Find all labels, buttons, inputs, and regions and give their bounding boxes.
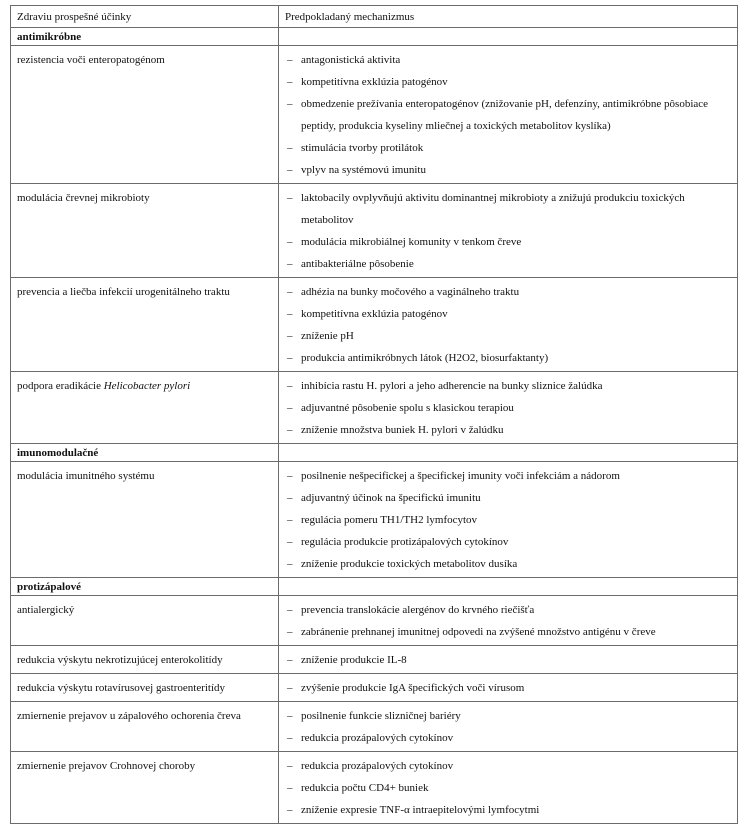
mechanism-item: – vplyv na systémovú imunitu: [285, 159, 731, 181]
mechanism-cell: [279, 596, 738, 646]
mechanism-item: – antibakteriálne pôsobenie: [285, 253, 731, 275]
mechanism-cell: [279, 184, 738, 278]
mechanism-cell: [279, 372, 738, 444]
mechanism-item: – stimulácia tvorby protilátok: [285, 137, 731, 159]
effect-cell: rezistencia voči enteropatogénom: [11, 46, 279, 184]
table-row: [11, 752, 738, 824]
table-row: [11, 184, 738, 278]
mechanism-item: – posilnenie funkcie slizničnej bariéry: [285, 705, 731, 727]
section-title: imunomodulačné: [11, 444, 279, 462]
mechanism-item: – obmedzenie prežívania enteropatogénov (znižovanie pH, defenzíny, antimikróbne pôsobiace peptidy, produkcia kyseliny mliečnej a toxických metabolitov kyslíka): [285, 93, 731, 137]
table-row: [11, 278, 738, 372]
mechanism-item: – posilnenie nešpecifickej a špecifickej imunity voči infekciám a nádorom: [285, 465, 731, 487]
mechanism-cell: [279, 46, 738, 184]
column-header-effects: Zdraviu prospešné účinky: [11, 6, 279, 28]
mechanism-item: – antagonistická aktivita: [285, 49, 731, 71]
effect-cell: antialergický: [11, 596, 279, 646]
table-row: [11, 596, 738, 646]
mechanism-cell: [279, 752, 738, 824]
mechanism-cell: [279, 278, 738, 372]
mechanism-item: – redukcia počtu CD4+ buniek: [285, 777, 731, 799]
mechanism-item: – kompetitívna exklúzia patogénov: [285, 71, 731, 93]
mechanism-item: – zníženie množstva buniek H. pylori v žalúdku: [285, 419, 731, 441]
table-row: [11, 372, 738, 444]
mechanism-item: – adjuvantné pôsobenie spolu s klasickou terapiou: [285, 397, 731, 419]
mechanism-item: – zabránenie prehnanej imunitnej odpovedi na zvýšené množstvo antigénu v čreve: [285, 621, 731, 643]
effect-text: podpora eradikácie: [17, 380, 104, 392]
mechanism-item: – produkcia antimikróbnych látok (H2O2, biosurfaktanty): [285, 347, 731, 369]
effect-cell: redukcia výskytu nekrotizujúcej enterokolitídy: [11, 646, 279, 674]
mechanism-item: – modulácia mikrobiálnej komunity v tenkom čreve: [285, 231, 731, 253]
table-row: [11, 674, 738, 702]
table-row: [11, 462, 738, 578]
mechanism-item: – adjuvantný účinok na špecifickú imunitu: [285, 487, 731, 509]
table-row: [11, 46, 738, 184]
mechanism-item: – kompetitívna exklúzia patogénov: [285, 303, 731, 325]
mechanism-item: – zvýšenie produkcie IgA špecifických voči vírusom: [285, 677, 731, 699]
mechanism-item: – zníženie pH: [285, 325, 731, 347]
effect-cell: zmiernenie prejavov u zápalového ochorenia čreva: [11, 702, 279, 752]
effect-cell: [11, 372, 279, 444]
mechanism-cell: [279, 702, 738, 752]
mechanism-item: – regulácia pomeru TH1/TH2 lymfocytov: [285, 509, 731, 531]
effect-cell: prevencia a liečba infekcií urogenitálneho traktu: [11, 278, 279, 372]
header-row: [11, 6, 738, 28]
effect-text-italic: Helicobacter pylori: [103, 380, 191, 392]
mechanism-cell: [279, 646, 738, 674]
effect-cell: modulácia imunitného systému: [11, 462, 279, 578]
effect-cell: redukcia výskytu rotavírusovej gastroenteritídy: [11, 674, 279, 702]
mechanism-item: – zníženie expresie TNF-α intraepitelovými lymfocytmi: [285, 799, 731, 821]
mechanism-cell: [279, 674, 738, 702]
mechanism-item: – laktobacily ovplyvňujú aktivitu dominantnej mikrobioty a znižujú produkciu toxických metabolitov: [285, 187, 731, 231]
mechanism-item: – adhézia na bunky močového a vaginálneho traktu: [285, 281, 731, 303]
section-title: protizápalové: [11, 578, 279, 596]
mechanism-item: – zníženie produkcie toxických metabolitov dusíka: [285, 553, 731, 575]
probiotic-effects-table: [10, 5, 738, 824]
mechanism-item: – zníženie produkcie IL-8: [285, 649, 731, 671]
mechanism-cell: [279, 462, 738, 578]
table-row: [11, 702, 738, 752]
mechanism-item: – prevencia translokácie alergénov do krvného riečišťa: [285, 599, 731, 621]
effect-cell: zmiernenie prejavov Crohnovej choroby: [11, 752, 279, 824]
column-header-mechanism: Predpokladaný mechanizmus: [279, 6, 738, 28]
effect-cell: modulácia črevnej mikrobioty: [11, 184, 279, 278]
section-row: [11, 28, 738, 46]
mechanism-item: – redukcia prozápalových cytokínov: [285, 727, 731, 749]
table-row: [11, 646, 738, 674]
mechanism-item: – regulácia produkcie protizápalových cytokínov: [285, 531, 731, 553]
section-row: [11, 444, 738, 462]
section-row: [11, 578, 738, 596]
mechanism-item: – redukcia prozápalových cytokínov: [285, 755, 731, 777]
mechanism-item: – inhibícia rastu H. pylori a jeho adherencie na bunky sliznice žalúdka: [285, 375, 731, 397]
section-title: antimikróbne: [11, 28, 279, 46]
